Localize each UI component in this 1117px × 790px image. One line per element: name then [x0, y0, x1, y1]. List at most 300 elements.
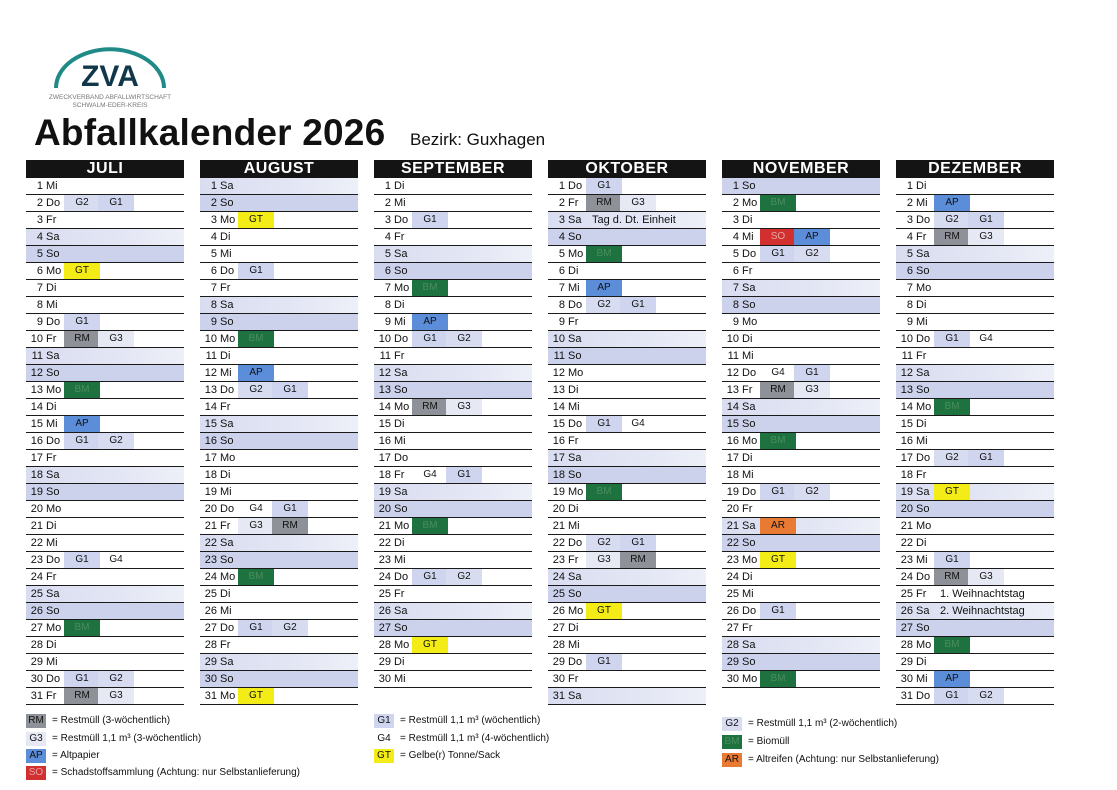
day-number: 25: [378, 588, 391, 600]
day-number: 11: [553, 350, 565, 362]
weekday: Fr: [46, 333, 57, 345]
collection-badge-bm: BM: [64, 382, 100, 398]
weekday: Mi: [742, 469, 754, 481]
day-number: 5: [36, 248, 43, 260]
weekday: Fr: [46, 571, 57, 583]
collection-badge-rm: RM: [934, 569, 970, 585]
day-row: [548, 603, 706, 620]
day-row: [374, 671, 532, 688]
legend-item-bm: [722, 734, 789, 751]
weekday: Mo: [220, 571, 236, 583]
weekday: Fr: [220, 520, 231, 532]
legend-text: = Restmüll 1,1 m³ (wöchentlich): [400, 715, 541, 726]
collection-badge-g1: G1: [586, 654, 622, 670]
day-number: 18: [726, 469, 739, 481]
day-row: [722, 297, 880, 314]
weekday: Mi: [916, 197, 928, 209]
logo-line2: SCHWALM-EDER-KREIS: [72, 102, 148, 109]
collection-badge-bm: BM: [238, 569, 274, 585]
weekday: Di: [394, 656, 405, 668]
weekday: Sa: [220, 180, 234, 192]
weekday: Do: [220, 384, 235, 396]
day-number: 29: [378, 656, 391, 668]
day-number: 31: [900, 690, 913, 702]
weekday: Fr: [394, 350, 405, 362]
day-row: [374, 467, 532, 484]
month-november: [722, 160, 880, 688]
day-number: 29: [900, 656, 913, 668]
day-number: 11: [727, 350, 739, 362]
day-number: 17: [900, 452, 913, 464]
day-number: 10: [378, 333, 391, 345]
day-row: [548, 433, 706, 450]
day-number: 20: [900, 503, 913, 515]
day-number: 1: [732, 180, 739, 192]
day-row: [722, 484, 880, 501]
day-row: [200, 603, 358, 620]
collection-badge-g1: G1: [446, 467, 482, 483]
weekday: Fr: [394, 588, 405, 600]
day-row: [722, 263, 880, 280]
day-row: [374, 586, 532, 603]
collection-badge-g2: G2: [794, 484, 830, 500]
weekday: So: [742, 537, 756, 549]
day-number: 29: [30, 656, 43, 668]
day-number: 12: [552, 367, 565, 379]
legend-key: GT: [374, 749, 394, 763]
legend-key: G2: [722, 717, 742, 731]
weekday: Do: [568, 299, 583, 311]
collection-badge-g4: G4: [771, 367, 785, 378]
collection-badge-g3: G3: [968, 229, 1004, 245]
day-row: [722, 382, 880, 399]
day-number: 8: [210, 299, 217, 311]
weekday: So: [394, 384, 408, 396]
day-number: 13: [726, 384, 739, 396]
day-number: 3: [732, 214, 739, 226]
collection-badge-g3: G3: [98, 688, 134, 704]
day-row: [374, 246, 532, 263]
day-number: 26: [204, 605, 217, 617]
day-number: 19: [900, 486, 913, 498]
day-number: 4: [732, 231, 739, 243]
weekday: Mo: [916, 520, 932, 532]
day-row: [548, 365, 706, 382]
day-number: 24: [378, 571, 391, 583]
weekday: Do: [220, 622, 235, 634]
weekday: Do: [742, 367, 757, 379]
day-number: 28: [204, 639, 217, 651]
legend-text: = Gelbe(r) Tonne/Sack: [400, 750, 501, 761]
day-row: [26, 671, 184, 688]
day-row: [722, 467, 880, 484]
day-row: [722, 586, 880, 603]
weekday: Do: [742, 248, 757, 260]
day-row: [896, 399, 1054, 416]
day-row: [26, 348, 184, 365]
day-number: 22: [552, 537, 565, 549]
collection-badge-bm: BM: [934, 399, 970, 415]
weekday: Sa: [46, 469, 60, 481]
weekday: Do: [568, 656, 583, 668]
day-number: 1: [384, 180, 391, 192]
weekday: Mo: [568, 605, 584, 617]
weekday: So: [568, 350, 582, 362]
day-row: [26, 535, 184, 552]
day-row: [548, 535, 706, 552]
day-row: [374, 603, 532, 620]
weekday: Mi: [916, 435, 928, 447]
weekday: Sa: [916, 367, 930, 379]
weekday: Do: [742, 605, 757, 617]
weekday: Mi: [916, 554, 928, 566]
weekday: So: [916, 503, 930, 515]
day-row: [26, 467, 184, 484]
day-number: 10: [30, 333, 43, 345]
weekday: Do: [568, 537, 583, 549]
day-number: 21: [30, 520, 43, 532]
month-oktober: [548, 160, 706, 705]
day-row: [896, 603, 1054, 620]
weekday: Sa: [46, 588, 60, 600]
zva-logo: [36, 42, 186, 112]
weekday: So: [46, 367, 60, 379]
day-number: 15: [378, 418, 391, 430]
weekday: Sa: [568, 214, 582, 226]
collection-badge-g4: G4: [423, 469, 437, 480]
weekday: Mi: [394, 435, 406, 447]
day-number: 3: [558, 214, 565, 226]
day-row: [548, 450, 706, 467]
collection-badge-ap: AP: [934, 195, 970, 211]
day-row: [548, 620, 706, 637]
day-row: [26, 484, 184, 501]
day-row: [722, 212, 880, 229]
weekday: Sa: [394, 486, 408, 498]
day-row: [26, 654, 184, 671]
weekday: So: [568, 469, 582, 481]
day-row: [200, 671, 358, 688]
collection-badge-g1: G1: [64, 671, 100, 687]
day-number: 7: [36, 282, 43, 294]
day-number: 6: [210, 265, 217, 277]
day-number: 6: [384, 265, 391, 277]
weekday: Di: [742, 214, 753, 226]
weekday: Di: [394, 180, 405, 192]
day-number: 9: [384, 316, 391, 328]
day-row: [548, 195, 706, 212]
day-number: 14: [726, 401, 739, 413]
collection-badge-g3: G3: [586, 552, 622, 568]
weekday: Sa: [46, 231, 60, 243]
weekday: Fr: [394, 231, 405, 243]
weekday: Sa: [916, 248, 930, 260]
collection-badge-g1: G1: [64, 433, 100, 449]
day-number: 21: [726, 520, 739, 532]
day-row: [722, 518, 880, 535]
weekday: Sa: [742, 401, 756, 413]
day-number: 15: [552, 418, 565, 430]
day-number: 13: [30, 384, 43, 396]
weekday: Mo: [568, 367, 584, 379]
weekday: Sa: [394, 367, 408, 379]
weekday: Mi: [568, 520, 580, 532]
collection-badge-g2: G2: [586, 535, 622, 551]
day-row: [200, 569, 358, 586]
day-number: 6: [906, 265, 913, 277]
weekday: Di: [220, 469, 231, 481]
day-number: 27: [900, 622, 913, 634]
day-row: [548, 263, 706, 280]
day-row: [200, 450, 358, 467]
day-row: [374, 484, 532, 501]
legend-key: RM: [26, 714, 46, 728]
day-row: [722, 331, 880, 348]
day-number: 18: [900, 469, 913, 481]
weekday: Do: [46, 435, 61, 447]
day-row: [896, 688, 1054, 705]
day-number: 19: [726, 486, 739, 498]
day-number: 9: [906, 316, 913, 328]
day-number: 12: [726, 367, 739, 379]
weekday: So: [46, 248, 60, 260]
weekday: So: [916, 384, 930, 396]
weekday: Do: [916, 571, 931, 583]
day-number: 21: [900, 520, 913, 532]
day-number: 30: [552, 673, 565, 685]
collection-badge-gt: GT: [934, 484, 970, 500]
logo-acronym: ZVA: [81, 60, 139, 93]
day-number: 27: [378, 622, 391, 634]
day-number: 20: [552, 503, 565, 515]
day-number: 22: [900, 537, 913, 549]
weekday: Do: [394, 333, 409, 345]
day-number: 4: [36, 231, 43, 243]
collection-badge-ap: AP: [794, 229, 830, 245]
day-row: [26, 280, 184, 297]
collection-badge-gt: GT: [586, 603, 622, 619]
legend-text: = Restmüll (3-wöchentlich): [52, 715, 171, 726]
weekday: Mo: [220, 214, 236, 226]
collection-badge-g2: G2: [794, 246, 830, 262]
day-row: [896, 246, 1054, 263]
day-number: 14: [900, 401, 913, 413]
weekday: So: [742, 180, 756, 192]
collection-badge-g1: G1: [412, 331, 448, 347]
day-row: [200, 195, 358, 212]
collection-badge-g4: G4: [979, 333, 993, 344]
weekday: So: [742, 299, 756, 311]
weekday: Di: [742, 452, 753, 464]
day-row: [548, 229, 706, 246]
collection-badge-g2: G2: [64, 195, 100, 211]
day-number: 18: [378, 469, 391, 481]
day-row: [374, 399, 532, 416]
day-number: 13: [552, 384, 565, 396]
collection-badge-rm: RM: [760, 382, 796, 398]
weekday: Fr: [46, 452, 57, 464]
legend-item-g2: [722, 716, 897, 733]
weekday: Do: [394, 452, 409, 464]
collection-badge-g1: G1: [968, 450, 1004, 466]
collection-badge-g4: G4: [249, 503, 263, 514]
day-number: 24: [552, 571, 565, 583]
day-row: [896, 552, 1054, 569]
weekday: Mi: [568, 401, 580, 413]
weekday: Di: [568, 503, 579, 515]
weekday: So: [46, 486, 60, 498]
weekday: Mi: [742, 588, 754, 600]
day-number: 11: [31, 350, 43, 362]
legend-text: = Biomüll: [748, 736, 790, 747]
day-row: [548, 399, 706, 416]
day-row: [200, 688, 358, 705]
collection-badge-rm: RM: [64, 688, 100, 704]
holiday-note: 1. Weihnachtstag: [940, 588, 1025, 600]
day-row: [200, 297, 358, 314]
day-row: [200, 637, 358, 654]
day-number: 4: [210, 231, 217, 243]
weekday: So: [916, 622, 930, 634]
weekday: Di: [46, 639, 57, 651]
day-row: [548, 382, 706, 399]
weekday: Di: [46, 401, 57, 413]
day-row: [896, 671, 1054, 688]
day-number: 24: [30, 571, 43, 583]
day-row: [26, 263, 184, 280]
weekday: Di: [394, 299, 405, 311]
weekday: Di: [916, 299, 927, 311]
day-row: [26, 552, 184, 569]
day-number: 16: [378, 435, 391, 447]
weekday: Do: [394, 214, 409, 226]
weekday: Mo: [742, 435, 758, 447]
day-number: 20: [378, 503, 391, 515]
collection-badge-bm: BM: [586, 246, 622, 262]
day-number: 8: [36, 299, 43, 311]
day-number: 9: [558, 316, 565, 328]
day-number: 15: [726, 418, 739, 430]
day-row: [896, 484, 1054, 501]
day-row: [722, 365, 880, 382]
weekday: Sa: [742, 520, 756, 532]
weekday: Mo: [46, 503, 62, 515]
collection-badge-ap: AP: [586, 280, 622, 296]
weekday: Di: [220, 588, 231, 600]
collection-badge-gt: GT: [412, 637, 448, 653]
day-row: [200, 484, 358, 501]
day-row: [26, 382, 184, 399]
legend-item-gt: [374, 748, 500, 765]
day-row: [200, 552, 358, 569]
day-number: 22: [726, 537, 739, 549]
day-number: 18: [204, 469, 217, 481]
weekday: Do: [568, 180, 583, 192]
day-number: 16: [900, 435, 913, 447]
weekday: Mi: [742, 350, 754, 362]
legend-item-ap: [26, 748, 100, 765]
legend-text: = Altreifen (Achtung: nur Selbstanlieferung): [748, 754, 939, 765]
day-row: [200, 416, 358, 433]
day-number: 16: [204, 435, 217, 447]
collection-badge-so: SO: [760, 229, 796, 245]
weekday: Mo: [568, 248, 584, 260]
weekday: Mo: [394, 401, 410, 413]
month-header: AUGUST: [200, 160, 358, 178]
day-row: [722, 671, 880, 688]
collection-badge-g1: G1: [934, 688, 970, 704]
day-row: [200, 382, 358, 399]
legend-key: BM: [722, 735, 742, 749]
weekday: Mo: [394, 639, 410, 651]
weekday: Do: [916, 452, 931, 464]
collection-badge-g3: G3: [98, 331, 134, 347]
day-row: [548, 671, 706, 688]
day-row: [722, 348, 880, 365]
weekday: Sa: [916, 605, 930, 617]
day-row: [374, 263, 532, 280]
day-number: 9: [210, 316, 217, 328]
weekday: Do: [46, 197, 61, 209]
weekday: Fr: [220, 401, 231, 413]
collection-badge-g2: G2: [98, 433, 134, 449]
day-row: [374, 314, 532, 331]
weekday: So: [742, 656, 756, 668]
day-row: [548, 552, 706, 569]
day-row: [200, 348, 358, 365]
day-number: 7: [558, 282, 565, 294]
day-number: 30: [378, 673, 391, 685]
day-row: [26, 450, 184, 467]
collection-badge-g1: G1: [412, 212, 448, 228]
weekday: Mi: [916, 316, 928, 328]
logo-line1: ZWECKVERBAND ABFALLWIRTSCHAFT: [48, 94, 172, 101]
collection-badge-ar: AR: [760, 518, 796, 534]
day-number: 5: [732, 248, 739, 260]
day-row: [548, 467, 706, 484]
weekday: So: [394, 622, 408, 634]
weekday: Sa: [742, 639, 756, 651]
day-number: 16: [726, 435, 739, 447]
weekday: So: [568, 231, 582, 243]
collection-badge-g3: G3: [446, 399, 482, 415]
weekday: Do: [742, 486, 757, 498]
weekday: Fr: [46, 690, 57, 702]
day-number: 23: [900, 554, 913, 566]
weekday: Di: [394, 418, 405, 430]
day-number: 1: [558, 180, 565, 192]
day-row: [548, 654, 706, 671]
day-number: 25: [900, 588, 913, 600]
collection-badge-g1: G1: [272, 382, 308, 398]
page-title: Abfallkalender 2026: [34, 112, 386, 153]
day-row: [374, 535, 532, 552]
weekday: So: [46, 605, 60, 617]
weekday: Mi: [46, 299, 58, 311]
weekday: Fr: [568, 673, 579, 685]
day-number: 29: [204, 656, 217, 668]
weekday: So: [220, 197, 234, 209]
weekday: Fr: [568, 435, 579, 447]
day-row: [896, 501, 1054, 518]
day-number: 1: [906, 180, 913, 192]
day-number: 12: [900, 367, 913, 379]
legend-key: AP: [26, 749, 46, 763]
weekday: Mi: [394, 197, 406, 209]
weekday: So: [394, 265, 408, 277]
day-row: [548, 331, 706, 348]
weekday: So: [568, 588, 582, 600]
